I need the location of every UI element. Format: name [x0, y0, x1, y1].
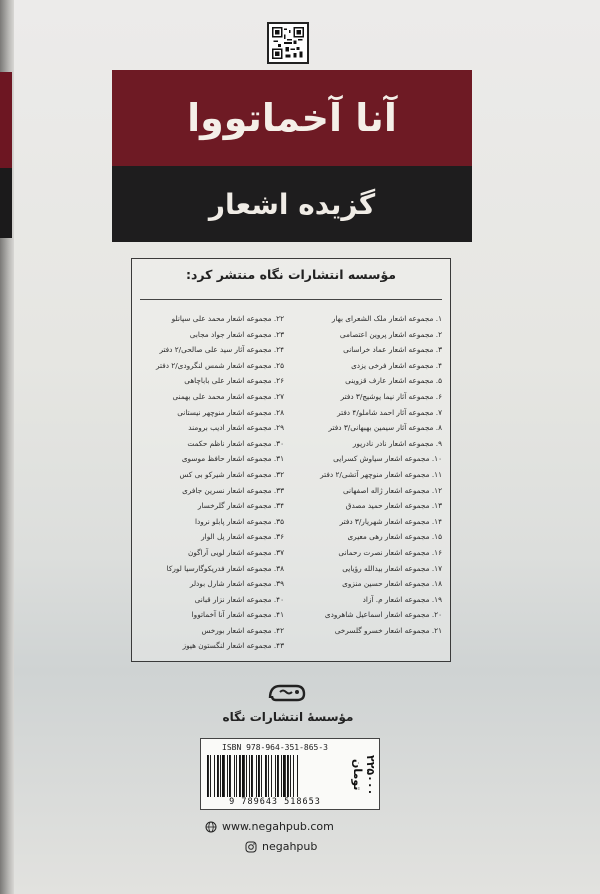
list-item: ۲۸. مجموعه اشعار منوچهر نیستانی — [177, 407, 284, 417]
barcode-label — [200, 738, 380, 810]
list-item: ۱۴. مجموعه اشعار شهریار/۳ دفتر — [339, 516, 442, 526]
list-item: ۲. مجموعه اشعار پروین اعتصامی — [339, 329, 442, 339]
list-item: ۲۵. مجموعه اشعار شمس لنگرودی/۲ دفتر — [155, 360, 284, 370]
list-item: ۴۲. مجموعه اشعار بورخس — [201, 625, 284, 635]
barcode-bar — [271, 755, 272, 797]
list-item: ۳۴. مجموعه اشعار گلرخسار — [197, 501, 284, 511]
title-band — [112, 70, 472, 166]
list-item: ۴۱. مجموعه اشعار آنا آخماتووا — [191, 610, 284, 620]
publications-list-box — [131, 258, 451, 662]
barcode-bar — [283, 755, 286, 797]
list-item: ۳۰. مجموعه اشعار ناظم حکمت — [187, 438, 284, 448]
list-item: ۱۵. مجموعه اشعار رهی معیری — [347, 532, 442, 542]
list-item: ۹. مجموعه اشعار نادر نادرپور — [352, 438, 442, 448]
barcode-bar — [242, 755, 245, 797]
list-item: ۳۹. مجموعه اشعار شارل بودلر — [189, 579, 284, 589]
list-item: ۳۲. مجموعه اشعار شیرکو بی کس — [179, 469, 284, 479]
instagram-handle[interactable]: negahpub — [262, 840, 318, 853]
barcode-bar — [249, 755, 250, 797]
list-item: ۳۵. مجموعه اشعار پابلو نرودا — [194, 516, 284, 526]
list-item: ۳۷. مجموعه اشعار لویی آراگون — [187, 547, 284, 557]
barcode-bar — [275, 755, 276, 797]
barcode-bar — [261, 755, 262, 797]
barcode-bar — [246, 755, 247, 797]
list-item: ۳۳. مجموعه اشعار نسرین جافری — [182, 485, 284, 495]
qr-code-icon — [267, 22, 309, 64]
list-item: ۲۹. مجموعه اشعار ادیب برومند — [188, 423, 284, 433]
barcode-bar — [236, 755, 237, 797]
barcode-bar — [258, 755, 260, 797]
barcode-bar — [207, 755, 209, 797]
list-item: ۱۲. مجموعه اشعار ژاله اصفهانی — [342, 485, 442, 495]
list-item: ۴. مجموعه اشعار فرخی یزدی — [351, 360, 442, 370]
book-subtitle: گزیده اشعار — [208, 187, 376, 221]
barcode-bar — [234, 755, 235, 797]
barcode-bar — [210, 755, 211, 797]
list-item: ۲۶. مجموعه اشعار علی باباچاهی — [184, 376, 284, 386]
barcode-bar — [277, 755, 279, 797]
list-item: ۱۳. مجموعه اشعار حمید مصدق — [345, 501, 442, 511]
spine-red-band — [0, 72, 12, 168]
website-link[interactable]: www.negahpub.com — [222, 820, 334, 833]
list-item: ۳۱. مجموعه اشعار حافظ موسوی — [181, 454, 284, 464]
list-column-left — [134, 311, 284, 654]
list-item: ۳۶. مجموعه اشعار پل الوار — [201, 532, 284, 542]
list-item: ۲۴. مجموعه آثار سید علی صالحی/۲ دفتر — [159, 345, 284, 355]
book-title: آنا آخماتووا — [187, 96, 397, 140]
website-row[interactable] — [205, 820, 385, 833]
publisher-logo-icon — [266, 680, 308, 704]
ean-digits: 9 789643 518653 — [229, 797, 321, 807]
instagram-row[interactable] — [245, 840, 365, 853]
list-item: ۶. مجموعه آثار نیما یوشیج/۳ دفتر — [340, 391, 442, 401]
barcode-bar — [239, 755, 241, 797]
barcode-bars — [205, 755, 345, 797]
list-item: ۲۰. مجموعه اشعار اسماعیل شاهرودی — [324, 610, 442, 620]
globe-icon — [205, 821, 217, 833]
list-item: ۸. مجموعه آثار سیمین بهبهانی/۳ دفتر — [328, 423, 442, 433]
barcode-bar — [290, 755, 291, 797]
barcode-bar — [265, 755, 267, 797]
barcode-bar — [227, 755, 228, 797]
list-item: ۵. مجموعه اشعار عارف قزوینی — [345, 376, 442, 386]
isbn-text: ISBN 978-964-351-865-3 — [222, 743, 328, 752]
barcode-bar — [281, 755, 282, 797]
list-item: ۲۱. مجموعه اشعار خسرو گلسرخی — [334, 625, 442, 635]
barcode-bar — [220, 755, 221, 797]
list-item: ۱۷. مجموعه اشعار بیدالله رؤیایی — [342, 563, 442, 573]
list-divider — [140, 299, 442, 300]
barcode-bar — [222, 755, 225, 797]
instagram-icon — [245, 841, 257, 853]
barcode-bar — [268, 755, 269, 797]
barcode-bar — [297, 755, 298, 797]
list-item: ۳. مجموعه اشعار عماد خراسانی — [343, 345, 442, 355]
subtitle-band — [112, 166, 472, 242]
publisher-name: مؤسسهٔ انتشارات نگاه — [222, 710, 354, 724]
barcode-bar — [287, 755, 289, 797]
list-item: ۷. مجموعه آثار احمد شاملو/۴ دفتر — [337, 407, 442, 417]
list-item: ۱. مجموعه اشعار ملک الشعرای بهار — [331, 314, 442, 323]
list-item: ۲۷. مجموعه اشعار محمد علی بهمنی — [172, 391, 284, 401]
list-item: ۴۳. مجموعه اشعار لنگستون هیوز — [182, 641, 284, 651]
list-item: ۴۰. مجموعه اشعار نزار قبانی — [194, 594, 284, 604]
list-item: ۱۰. مجموعه اشعار سیاوش کسرایی — [333, 454, 442, 464]
barcode-bar — [256, 755, 257, 797]
barcode-bar — [214, 755, 215, 797]
list-item: ۱۶. مجموعه اشعار نصرت رحمانی — [338, 547, 442, 557]
list-item: ۳۸. مجموعه اشعار فدریکوگارسیا لورکا — [166, 563, 284, 573]
list-item: ۱۹. مجموعه اشعار م. آزاد — [362, 594, 442, 604]
list-item: ۲۳. مجموعه اشعار جواد مجابی — [189, 329, 284, 339]
barcode-bar — [293, 755, 294, 797]
list-header: مؤسسه انتشارات نگاه منتشر کرد: — [185, 267, 397, 282]
price-label: ۲۲۵۰۰۰ تومان — [351, 754, 377, 796]
list-column-right — [292, 311, 442, 638]
list-item: ۱۸. مجموعه اشعار حسین منزوی — [342, 579, 442, 589]
barcode-bar — [217, 755, 219, 797]
list-item: ۱۱. مجموعه اشعار منوچهر آتشی/۲ دفتر — [320, 469, 442, 479]
spine-black-band — [0, 168, 12, 238]
barcode-bar — [251, 755, 253, 797]
list-item: ۲۲. مجموعه اشعار محمد علی سپانلو — [171, 314, 284, 323]
barcode-bar — [229, 755, 231, 797]
